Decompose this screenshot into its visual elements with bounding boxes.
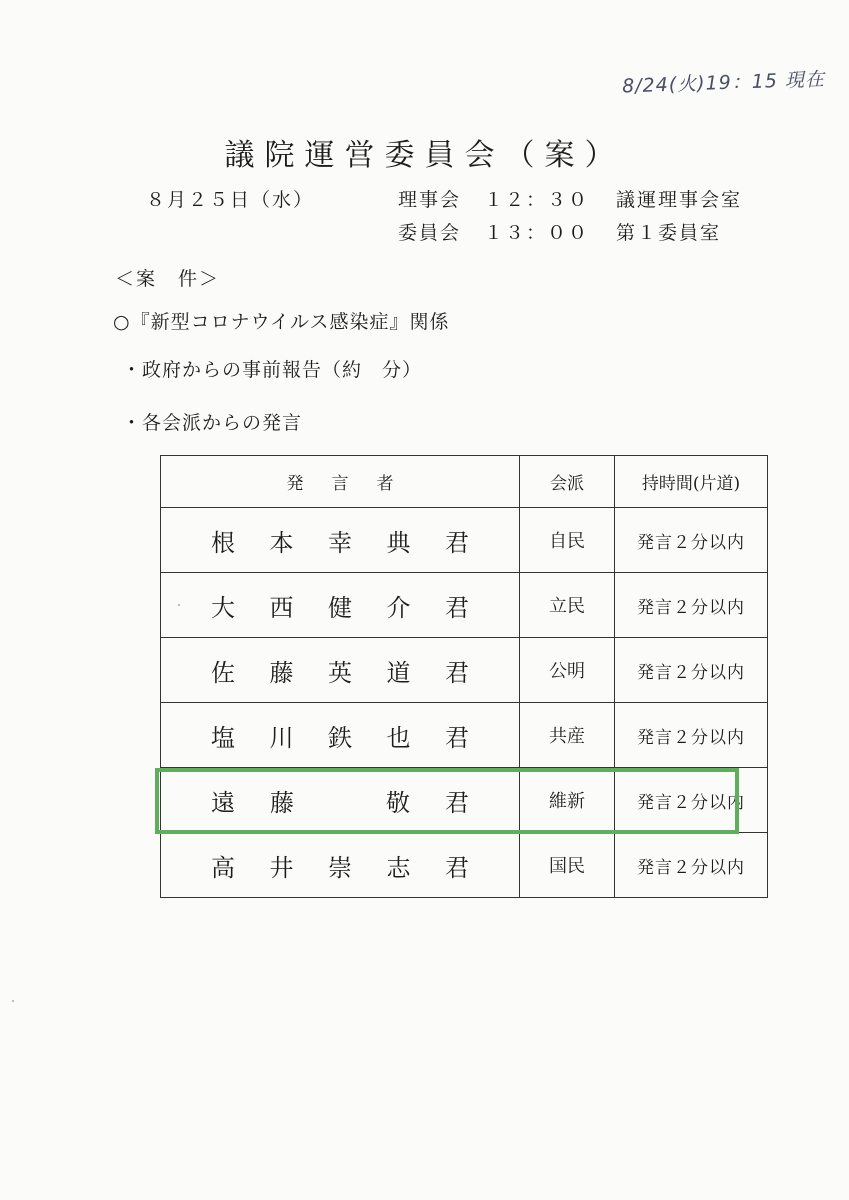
name-char: 井 (269, 853, 296, 882)
schedule-room: 第１委員室 (616, 222, 722, 244)
scan-speck (12, 1000, 14, 1002)
name-char: 根 (211, 528, 237, 557)
name-char: 也 (386, 723, 413, 752)
header-speaker: 発言者 (161, 456, 520, 508)
name-char: 君 (445, 658, 471, 687)
schedule-label: 委員会 (398, 222, 462, 244)
name-char: 塩 (211, 723, 237, 752)
name-char: 藤 (270, 788, 296, 817)
schedule-room: 議運理事会室 (616, 189, 743, 211)
table-row (161, 833, 768, 898)
schedule-row-committee (398, 218, 721, 245)
speaking-time: 発言２分以内 (615, 833, 768, 898)
party: 維新 (520, 768, 615, 833)
name-char: 本 (269, 528, 296, 557)
name-char: 大 (211, 593, 237, 622)
document-title: 議院運営委員会（案） (224, 138, 625, 174)
table-row (161, 703, 768, 768)
name-char: 健 (328, 593, 354, 622)
name-char: 崇 (328, 853, 354, 882)
speaker-name (161, 508, 520, 573)
agenda-item: ・政府からの事前報告（約 分） (122, 359, 423, 381)
table-header-row (161, 456, 768, 508)
name-char: 遠 (211, 788, 237, 817)
name-char: 君 (445, 528, 471, 557)
speaker-name (161, 638, 520, 703)
table-row (161, 638, 768, 703)
speaking-time: 発言２分以内 (615, 508, 768, 573)
party: 共産 (520, 703, 615, 768)
speaker-name (161, 573, 520, 638)
name-char: 英 (328, 658, 354, 687)
schedule-label: 理事会 (398, 189, 462, 211)
name-char: 藤 (269, 658, 296, 687)
speaking-time: 発言２分以内 (615, 638, 768, 703)
speaking-time: 発言２分以内 (615, 768, 768, 833)
name-char: 川 (269, 723, 296, 752)
name-char: 敬 (386, 788, 412, 817)
name-char: 幸 (328, 528, 354, 557)
party: 公明 (520, 638, 615, 703)
subject-heading: ＜案 件＞ (115, 268, 221, 290)
name-char: 君 (445, 788, 471, 817)
speaking-time: 発言２分以内 (615, 703, 768, 768)
header-time: 持時間(片道) (615, 456, 768, 508)
scan-speck (178, 604, 180, 606)
speaking-time: 発言２分以内 (615, 573, 768, 638)
party: 国民 (520, 833, 615, 898)
agenda-main: ○『新型コロナウイルス感染症』関係 (113, 311, 450, 333)
handwritten-timestamp: 8/24(火)19：15 現在 (621, 68, 826, 98)
name-char: 西 (269, 593, 296, 622)
speaker-name (161, 833, 520, 898)
schedule-row-board (398, 185, 742, 212)
schedule-time: １３：００ (484, 222, 590, 244)
table-row (161, 573, 768, 638)
meeting-date: ８月２５日（水） (146, 189, 315, 211)
speakers-table (160, 455, 768, 898)
party: 自民 (520, 508, 615, 573)
speaker-name (161, 703, 520, 768)
name-char: 典 (386, 528, 413, 557)
party: 立民 (520, 573, 615, 638)
name-char: 佐 (211, 658, 237, 687)
name-char: 高 (211, 853, 237, 882)
header-party: 会派 (520, 456, 615, 508)
name-char: 君 (445, 723, 471, 752)
agenda-item: ・各会派からの発言 (122, 412, 303, 434)
name-char: 道 (386, 658, 413, 687)
name-char: 介 (386, 593, 413, 622)
name-char: 鉄 (328, 723, 354, 752)
schedule-time: １２：３０ (484, 189, 590, 211)
speaker-name (161, 768, 520, 833)
name-char: 志 (386, 853, 413, 882)
name-char (329, 783, 353, 818)
table-row (161, 508, 768, 573)
name-char: 君 (445, 853, 471, 882)
table-row (161, 768, 768, 833)
name-char: 君 (445, 593, 471, 622)
